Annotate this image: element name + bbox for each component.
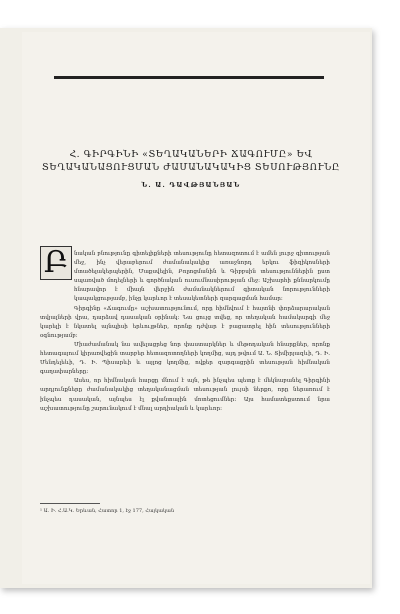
header-rule [54,76,324,79]
article-body [40,250,330,414]
article-author: Ն. Ա. ԴԱՎԹՅԱՆՅԱՆ [141,181,241,189]
footnote: ¹ Ա. Ի. Հ.Ա.Կ. Երևան, Հատոր 1, էջ 177, Հայկական [40,508,175,514]
paragraph: Ասես, որ հիմնական հարցը մնում է այն, թե ինչպես պետք է մեկնաբանել Գիրգինի արդյունքները ժամանակակից տեղականացման տեսության լույսի ներքո, որը ներառում է ինչպես դասական, այնպես էլ քվանտային մոտեցումներ: Այս համատեքստում նրա աշխատությունը շարունակում է մնալ արդիական և կարևոր: [40,378,330,412]
footnote-rule [40,503,100,504]
decorative-initial: Բ [40,246,72,280]
article-title: Հ. ԳԻՐԳԻՆԻ «ՏԵՂԱԿԱՆԵՐԻ ՃԱԳՈՒՄԸ» ԵՎ ՏԵՂԱԿԱՆԱՑՈՒՑՄԱՆ ԺԱՄԱՆԱԿԱԿԻՑ ՏԵՍՈՒԹՅՈՒՆԸ [42,149,340,173]
paragraph: Գիրգինը «Ճագումը» աշխատությունում, որը հիմնվում է հայտնի փորձարարական տվյալների վրա, դարձավ դասական օրինակ: Նա ցույց տվեց, որ տեղական համակարգի մեջ կարելի է նկատել այնպիսի երևույթներ, որոնք դժվար է բացատրել հին տեսությունների օգնությամբ: [40,305,330,339]
paragraph: Միաժամանակ նա ավելացրեց նոր փաստարկներ և մեթոդական հնարքներ, որոնք հետագայում կիրառվեցին տարբեր հետազոտողների կողմից, այդ թվում Ա. Ն. Տիմիրյազևի, Դ. Ի. Մենդելեևի, Դ. Ի. Պիսարևի և այլոց կողմից, ովքեր զարգացրին տեսության հիմնական գաղափարները: [40,341,330,376]
paragraph: նական բնությունը գիտելիքների տեսությունը հետազոտում է ամեն լուրջ գիտության մեջ, ինչ վերաբերում ժամանակակից առաջնորդ երկու ֆիզիկոսների մտածելակերպերին, Մաքսվելին, Բոլտցմանին և Գիբբսին տեսություններին ըստ սպառված մոդելների և գործնական ուսումնասիրության մեջ: Աշխարհի քննարկումը հնարավոր է միայն վերջին ժամանակներում գիտական նորությունների կապակցությամբ, ինչը կարևոր է տեսակետների զարգացման համար: [74,251,330,303]
